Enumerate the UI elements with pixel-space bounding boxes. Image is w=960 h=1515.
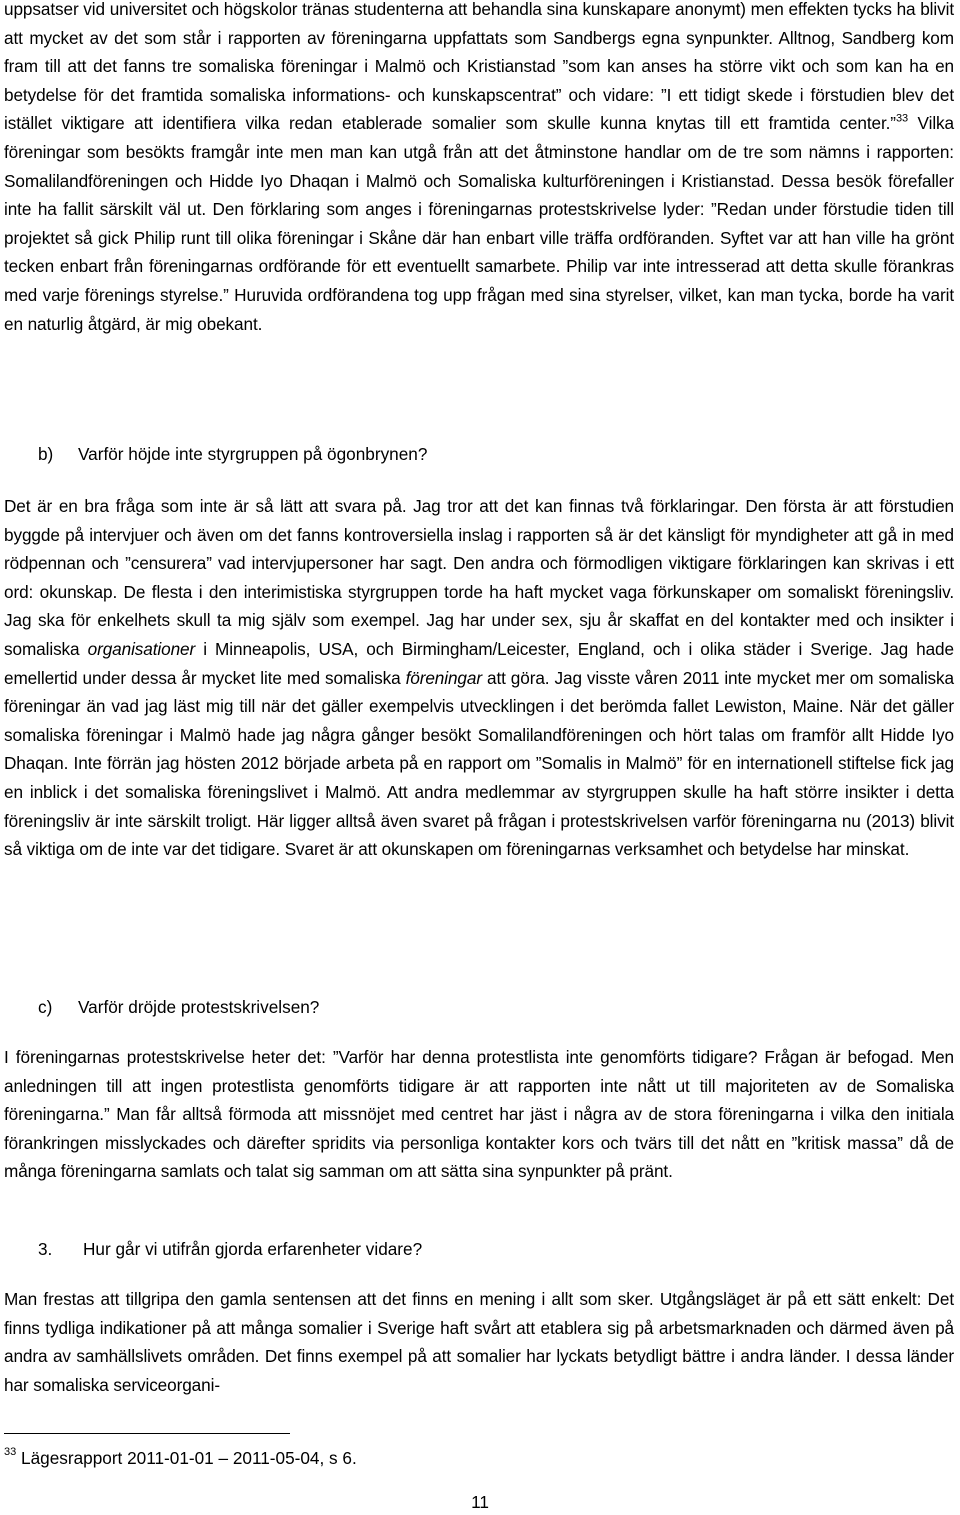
- paragraph-b-text-2: i Minneapolis, USA, och Birmingham/Leicester, England, och i olika städer i Sverige. Jag hade emellertid under dessa år mycket lite med somaliska: [4, 638, 954, 688]
- emphasis-organisationer: organisationer: [87, 638, 196, 659]
- section-heading-c: [4, 993, 319, 1022]
- section-question-b: Varför höjde inte styrgruppen på ögonbrynen?: [78, 444, 428, 464]
- body-paragraph-3: Man frestas att tillgripa den gamla sentensen att det finns en mening i allt som sker. Utgångsläget är på ett sätt enkelt: Det finns tydliga indikationer på att många somalier i Sverige haft svårt att etablera sig på arbetsmarknaden och därmed även på andra av samhällslivets områden. Det finns exempel på att somalier har lyckats betydligt bättre i andra länder. I dessa länder har somaliska serviceorgani-: [4, 1289, 954, 1395]
- footnote-reference[interactable]: 33: [895, 112, 908, 125]
- body-paragraph-c: I föreningarnas protestskrivelse heter det: ”Varför har denna protestlista inte genomförts tidigare? Frågan är befogad. Men anledningen till att ingen protestlista genomförts tidigare är att rapporten inte nått ut till majoriteten av de Somaliska föreningarna.” Man får alltså förmoda att missnöjet med centret har jäst i några av de stora föreningarna i vilka den initiala förankringen misslyckades och därefter spridits via personliga kontakter kors och tvärs till det nått en ”kritisk massa” då de många föreningarna samlats och talat sig samman om att sätta sina synpunkter på pränt.: [4, 1047, 954, 1182]
- section-question-c: Varför dröjde protestskrivelsen?: [78, 997, 320, 1017]
- body-paragraph-b: [4, 492, 954, 864]
- footnote-separator: [4, 1433, 290, 1434]
- intro-text-part1: uppsatser vid universitet och högskolor tränas studenterna att behandla sina kunskapare anonymt) men effekten tycks ha blivit att mycket av det som står i rapporten av föreningarna uppfattats som Sandbergs egna synpunkter. Alltnog, Sandberg kom fram till att det fanns tre somaliska föreningar i Malmö och Kristianstad ”som kan anses ha större vikt och som kan ha en betydelse för det framtida somaliska informations- och kunskapscentrat” och vidare: ”I ett tidigt skede i förstudien blev det istället viktigare att identifiera vilka redan etablerade somalier som skulle kunna knytas till ett framtida center.”: [4, 0, 954, 134]
- section-heading-3: [4, 1235, 422, 1264]
- intro-text-part2: Vilka föreningar som besökts framgår inte men man kan utgå från att det åtminstone handlar om de tre som nämns i rapporten: Somalilandföreningen och Hidde Iyo Dhaqan i Malmö och Somaliska kulturföreningen i Kristianstad. Dessa besök förefaller inte ha fallit särskilt väl ut. Den förklaring som anges i föreningarnas protestskrivelse lyder: ”Redan under förstudie tiden till projektet så gick Philip runt till olika föreningar i Skåne där han enbart ville träffa ordföranden. Syftet var att han ville ha grönt tecken enbart från föreningarnas ordförande för ett eventuellt samarbete. Philip var inte intresserad att detta skulle förankras med varje förenings styrelse.” Huruvida ordförandena tog upp frågan med sina styrelser, vilket, kan man tycka, borde ha varit en naturlig åtgärd, är mig obekant.: [4, 113, 954, 334]
- footnote-33: [4, 1446, 357, 1470]
- footnote-number: 33: [4, 1446, 17, 1459]
- emphasis-foreningar: föreningar: [405, 667, 482, 688]
- paragraph-b-text-1: Det är en bra fråga som inte är så lätt att svara på. Jag tror att det kan finnas två förklaringar. Den första är att förstudien byggde på intervjuer och även om det fanns kontroversiella inslag i rapporten så är det känsligt för myndigheter att gå in med rödpennan och ”censurera” vad intervjupersoner har sagt. Den andra och förmodligen viktigare förklaringen kan skrivas i ett ord: okunskap. De flesta i den interimistiska styrgruppen torde ha haft mycket vaga förkunskaper om somaliskt föreningsliv. Jag ska för enkelhets skull ta mig själv som exempel. Jag har under sex, sju år skaffat en del kontakter med och insikter i somaliska: [4, 496, 954, 659]
- footnote-text: Lägesrapport 2011-01-01 – 2011-05-04, s 6.: [16, 1448, 357, 1468]
- paragraph-b-text-3: att göra. Jag visste våren 2011 inte mycket mer om somaliska föreningar än vad jag läst mig till när det gäller exempelvis utvecklingen i det berömda fallet Lewiston, Maine. När det gäller somaliska föreningar i Malmö hade jag några gånger besökt Somalilandföreningen och hört talas om framför allt Hidde Iyo Dhaqan. Inte förrän jag hösten 2012 började arbeta på en rapport om ”Somalis in Malmö” för en internationell stiftelse fick jag en inblick i det somaliska föreningslivet i Malmö. Att andra medlemmar av styrgruppen skulle ha haft större insikter i detta föreningsliv är inte särskilt troligt. Här ligger alltså även svaret på frågan i protestskrivelsen varför föreningarna nu (2013) blivit så viktiga om de inte var det tidigare. Svaret är att okunskapen om föreningarnas verksamhet och betydelse har minskat.: [4, 667, 955, 860]
- section-marker-3: 3.: [38, 1239, 53, 1259]
- section-marker-c: c): [38, 997, 53, 1017]
- section-heading-b: [4, 440, 427, 469]
- body-paragraph-intro: [4, 0, 954, 338]
- section-marker-b: b): [38, 444, 54, 464]
- section-question-3: Hur går vi utifrån gjorda erfarenheter vidare?: [83, 1239, 423, 1259]
- page-number: 11: [471, 1492, 489, 1512]
